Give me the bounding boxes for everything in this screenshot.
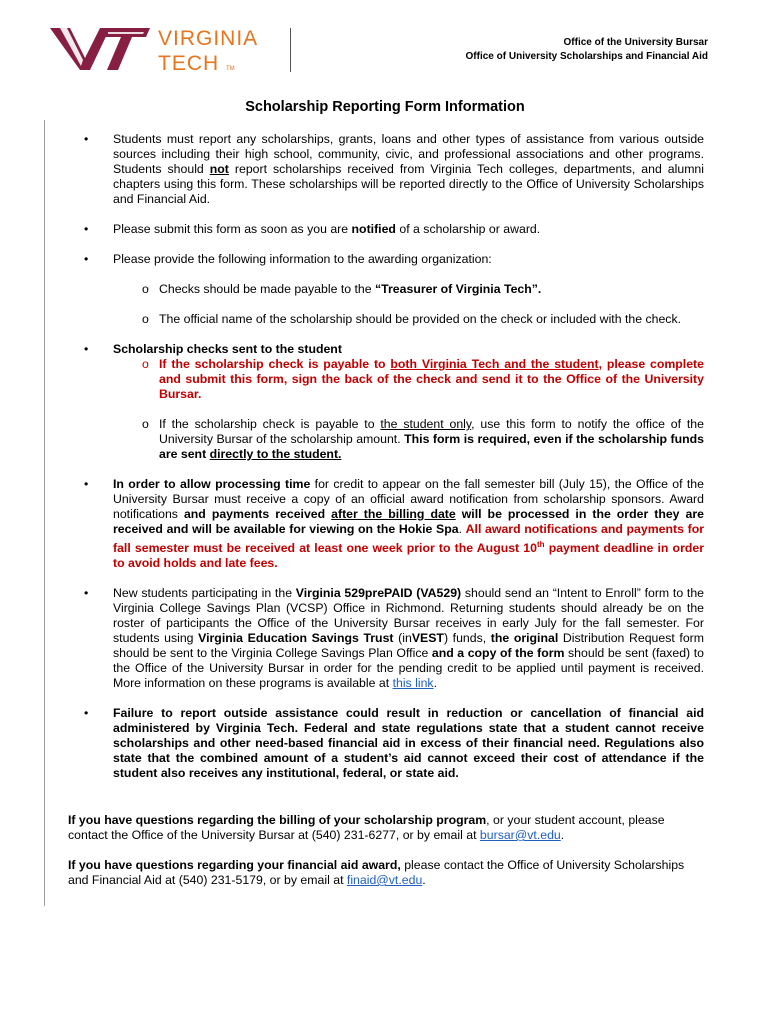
virginia-tech-logo — [48, 24, 298, 74]
office-scholarships: Office of University Scholarships and Financial Aid — [465, 50, 708, 62]
logo-divider — [290, 28, 291, 72]
finaid-contact: If you have questions regarding your financial aid award, please contact the Office of University Scholarships and Financial Aid at (540) 231-5179, or by email at finaid@vt.edu. — [68, 858, 685, 887]
bullet-checks-sent-to-student: • Scholarship checks sent to the student o If the scholarship check is payable to both Virginia Tech and the student, please complete and submit this form, sign the back of the check and send it to the Office of the University Bursar. o If the scholarship check is payable to the student only, use this form to notify the office of the University Bursar of the scholarship amount. This form is required, even if the scholarship funds are sent directly to the student. — [84, 342, 704, 462]
bullet-processing-time: • In order to allow processing time for credit to appear on the fall semester bill (July 15), the Office of the University Bursar must receive a copy of an official award notification from scholarship sponsors. Award notifications and payments received after the billing date will be processed in the order they are received and will be available for viewing on the Hokie Spa. All award notifications and payments for fall semester must be received at least one week prior to the August 10th payment deadline in order to avoid holds and late fees. — [84, 477, 704, 571]
finaid-email-link[interactable]: finaid@vt.edu — [346, 873, 423, 887]
page-title: Scholarship Reporting Form Information — [245, 99, 525, 115]
sub-checks-payable: o Checks should be made payable to the “Treasurer of Virginia Tech”. — [113, 282, 704, 297]
office-header — [466, 36, 708, 63]
sub-official-name: o The official name of the scholarship should be provided on the check or included with the check. — [113, 312, 704, 327]
sub-payable-to-both: o If the scholarship check is payable to both Virginia Tech and the student, please complete and submit this form, sign the back of the check and send it to the Office of the University Bursar. — [113, 357, 704, 402]
logo-trademark: TM — [226, 66, 235, 72]
vt-mark-icon — [50, 28, 150, 70]
bullet-failure-to-report: • Failure to report outside assistance could result in reduction or cancellation of financial aid administered by Virginia Tech. Federal and state regulations state that a student cannot receive scholarships and other need-based financial aid in excess of their financial need. Regulations also state that the combined amount of a student’s aid cannot exceed their cost of attendance if the student also receives any institutional, federal, or state aid. — [84, 706, 704, 781]
office-bursar: Office of the University Bursar — [563, 37, 708, 48]
bullet-list — [84, 132, 704, 796]
this-link[interactable]: this link — [392, 676, 434, 691]
bursar-email-link[interactable]: bursar@vt.edu — [479, 828, 561, 842]
bursar-contact: If you have questions regarding the billing of your scholarship program, or your student account, please contact the Office of the University Bursar at (540) 231-6277, or by email at bursar@vt.edu. — [68, 813, 665, 842]
left-margin-rule — [44, 120, 45, 906]
bullet-awarding-organization-info: • Please provide the following information to the awarding organization: o Checks should be made payable to the “Treasurer of Virginia Tech”. o The official name of the scholarship should be provided on the check or included with the check. — [84, 252, 704, 327]
bullet-submit-when-notified: • Please submit this form as soon as you are notified of a scholarship or award. — [84, 222, 704, 237]
logo-word-virginia: VIRGINIA — [158, 27, 259, 50]
bullet-529-programs: • New students participating in the Virginia 529prePAID (VA529) should send an “Intent to Enroll” form to the Virginia College Savings Plan (VCSP) Office in Richmond. Returning students should already be on the roster of participants the Office of the University Bursar receives in early July for the fall semester. For students using Virginia Education Savings Trust (inVEST) funds, the original Distribution Request form should be sent to the Virginia College Savings Plan Office and a copy of the form should be sent (faxed) to the Office of the University Bursar in order for the pending credit to be applied until payment is received. More information on these programs is available at this link. — [84, 586, 704, 691]
contact-footer — [68, 813, 704, 903]
bullet-report-scholarships: • Students must report any scholarships, grants, loans and other types of assistance from various outside sources including their high school, community, civic, and professional associations and other programs. Students should not report scholarships received from Virginia Tech colleges, departments, and alumni chapters using this form. These scholarships will be reported directly to the Office of University Scholarships and Financial Aid. — [84, 132, 704, 207]
logo-word-tech: TECH — [158, 52, 220, 74]
sub-payable-to-student-only: o If the scholarship check is payable to the student only, use this form to notify the office of the University Bursar of the scholarship amount. This form is required, even if the scholarship funds are sent directly to the student. — [113, 417, 704, 462]
